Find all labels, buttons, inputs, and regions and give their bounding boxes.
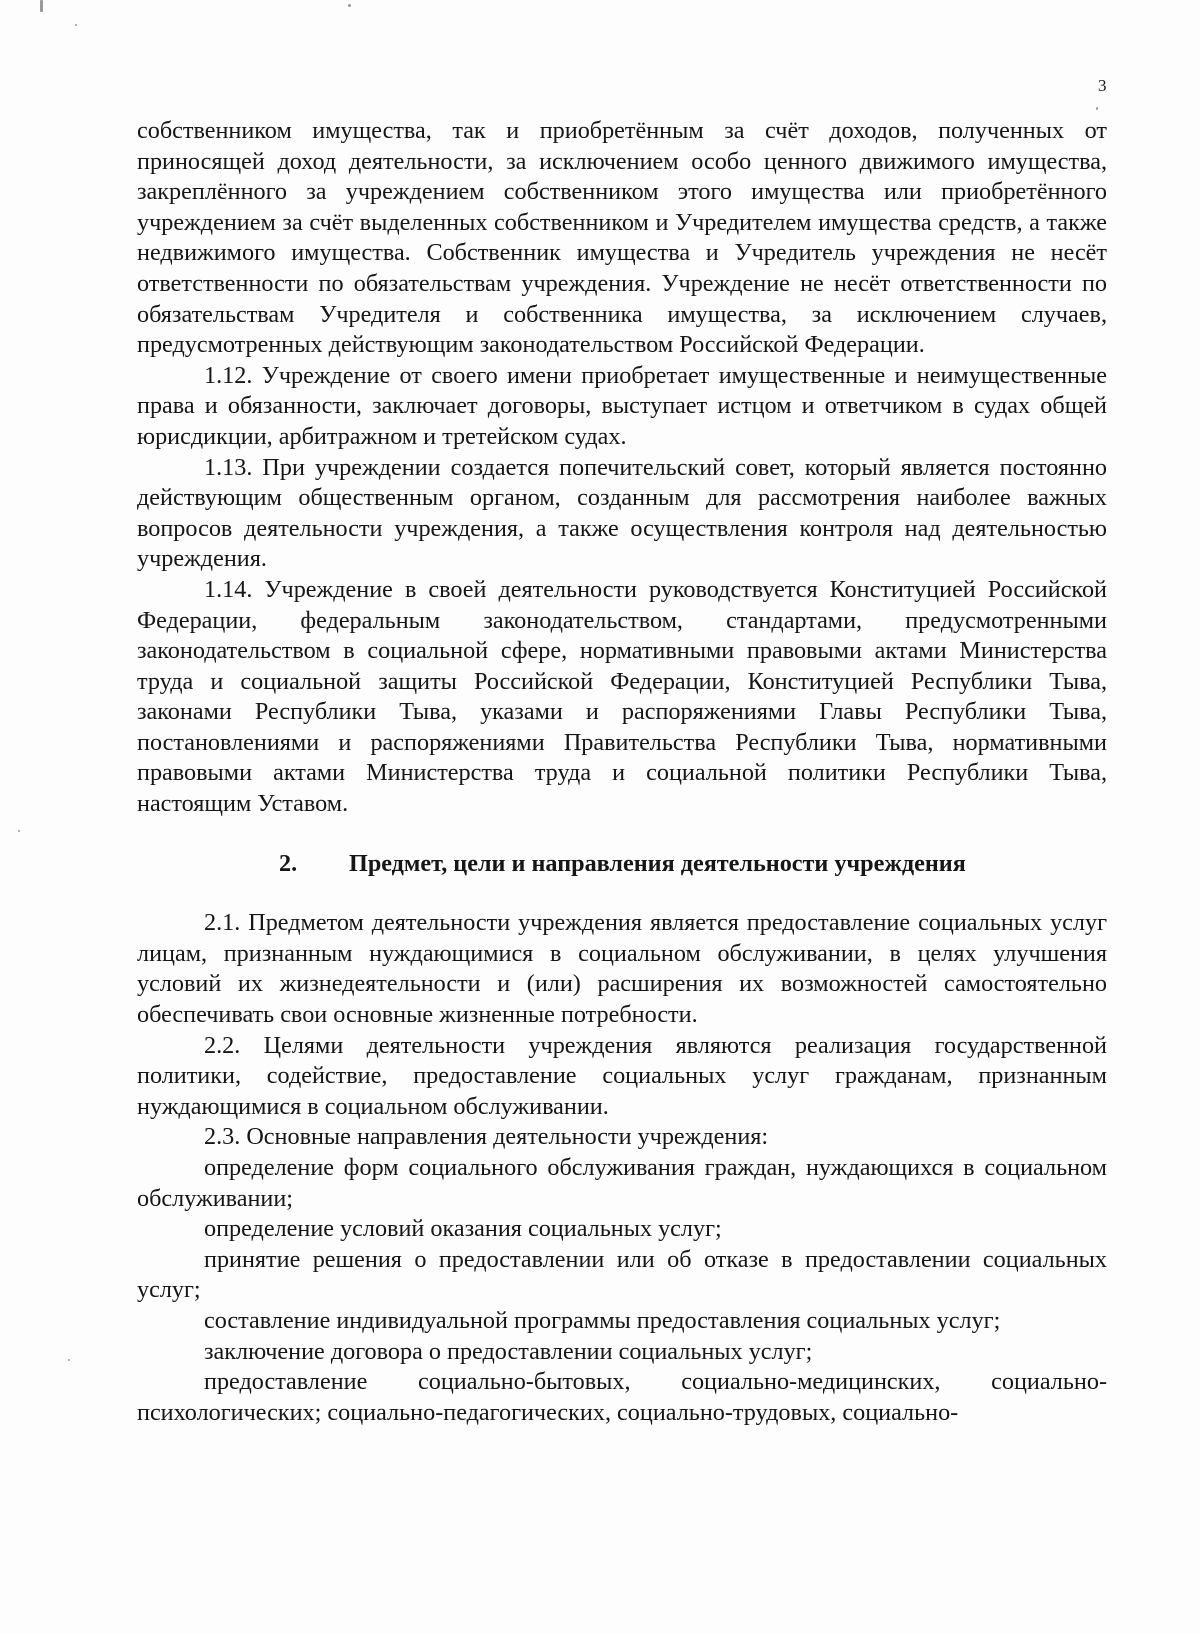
page-number: 3 <box>1098 76 1107 95</box>
scan-speck <box>18 830 20 832</box>
list-item: предоставление социально-бытовых, социально-медицинских, социально-психологических; социально-педагогических, социально-трудовых, социально- <box>137 1368 1107 1426</box>
document-body <box>137 116 1107 1428</box>
scan-speck <box>40 0 43 12</box>
paragraph: 2.2. Целями деятельности учреждения являются реализация государственной политики, содействие, предоставление социальных услуг гражданам, признанным нуждающимися в социальном обслуживании. <box>137 1031 1107 1120</box>
paragraph: 2.3. Основные направления деятельности учреждения: <box>204 1123 769 1151</box>
section-title: Предмет, цели и направления деятельности учреждения <box>349 849 966 877</box>
list-item: принятие решения о предоставлении или об отказе в предоставлении социальных услуг; <box>137 1245 1107 1304</box>
paragraph: 1.12. Учреждение от своего имени приобретает имущественные и неимущественные права и обязанности, заключает договоры, выступает истцом и ответчиком в судах общей юрисдикции, арбитражном и третейском судах. <box>137 361 1107 450</box>
paragraph: собственником имущества, так и приобретённым за счёт доходов, полученных от приносящей доход деятельности, за исключением особо ценного движимого имущества, закреплённого за учреждением собственником этого имущества или приобретённого учреждением за счёт выделенных собственником и Учредителем имущества средств, а также недвижимого имущества. Собственник имущества и Учредитель учреждения не несёт ответственности по обязательствам учреждения. Учреждение не несёт ответственности по обязательствам Учредителя и собственника имущества, за исключением случаев, предусмотренных действующим законодательством Российской Федерации. <box>137 117 1107 359</box>
scan-speck <box>68 1359 70 1361</box>
list-item: заключение договора о предоставлении социальных услуг; <box>204 1337 813 1365</box>
paragraph: 2.1. Предметом деятельности учреждения является предоставление социальных услуг лицам, признанным нуждающимися в социальном обслуживании, в целях улучшения условий их жизнедеятельности и (или) расширения их возможностей самостоятельно обеспечивать свои основные жизненные потребности. <box>137 909 1107 1029</box>
section-heading <box>137 849 1107 880</box>
section-number: 2. <box>279 849 298 877</box>
scan-speck <box>1096 107 1098 110</box>
list-item: определение форм социального обслуживания граждан, нуждающихся в социальном обслуживании; <box>137 1154 1107 1212</box>
scan-speck <box>75 24 77 26</box>
list-item: определение условий оказания социальных услуг; <box>204 1215 722 1243</box>
paragraph: 1.13. При учреждении создается попечительский совет, который является постоянно действующим общественным органом, созданным для рассмотрения наиболее важных вопросов деятельности учреждения, а также осуществления контроля над деятельностью учреждения. <box>137 453 1107 573</box>
list-item: составление индивидуальной программы предоставления социальных услуг; <box>204 1306 1001 1334</box>
paragraph: 1.14. Учреждение в своей деятельности руководствуется Конституцией Российской Федерации, федеральным законодательством, стандартами, предусмотренными законодательством в социальной сфере, нормативными правовыми актами Министерства труда и социальной защиты Российской Федерации, Конституцией Республики Тыва, законами Республики Тыва, указами и распоряжениями Главы Республики Тыва, постановлениями и распоряжениями Правительства Республики Тыва, нормативными правовыми актами Министерства труда и социальной политики Республики Тыва, настоящим Уставом. <box>137 575 1107 818</box>
scan-speck <box>348 4 351 7</box>
